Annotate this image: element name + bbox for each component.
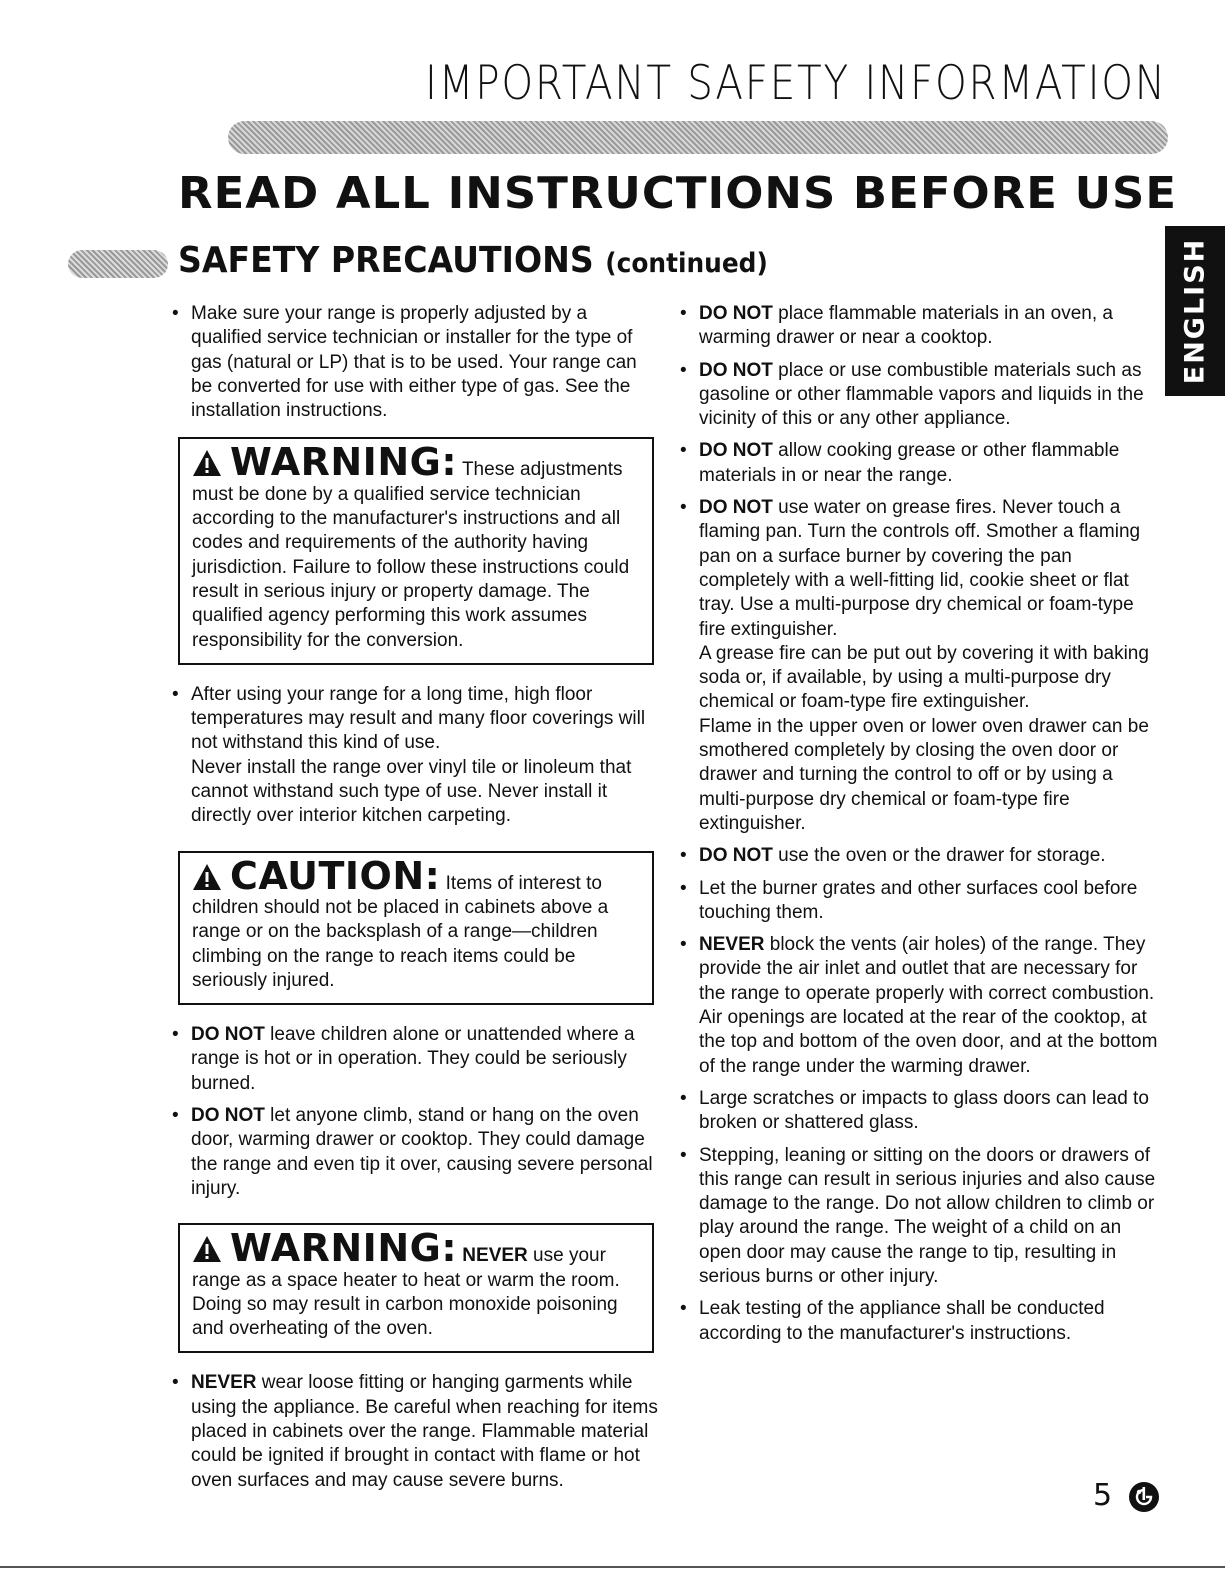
bullet-dot: •	[680, 359, 687, 381]
warning-never: NEVER	[462, 1245, 528, 1267]
bullet-dot: •	[680, 440, 687, 462]
list-item	[680, 359, 1160, 432]
section-title-text: SAFETY PRECAUTIONS	[178, 240, 594, 281]
list-item	[680, 496, 1160, 836]
bullet-dot: •	[680, 1298, 687, 1320]
list-item	[680, 1297, 1160, 1346]
warning-label: WARNING:	[230, 440, 458, 485]
keyword: DO NOT	[699, 359, 773, 381]
main-heading: READ ALL INSTRUCTIONS BEFORE USE	[178, 168, 1178, 219]
list-item	[680, 439, 1160, 488]
warning-lead: These adjustments	[461, 459, 623, 481]
bullet-text: place flammable materials in an oven, a warming drawer or near a cooktop.	[699, 303, 1113, 349]
left-column	[172, 302, 662, 1501]
bullet-text: leave children alone or unattended where a range is hot or in operation. They could be seriously burned.	[191, 1024, 635, 1094]
bullet-text: Make sure your range is properly adjusted by a qualified service technician or installer for the type of gas (natural or LP) that is to be used. Your range can be converted for use with either type of gas. See the installation instructions.	[191, 303, 637, 422]
keyword: DO NOT	[699, 440, 773, 462]
warning-heading	[192, 440, 640, 485]
caution-lead: Items of interest to	[445, 872, 602, 894]
warning-body: range as a space heater to heat or warm the room. Doing so may result in carbon monoxide poisoning and overheating of the oven.	[192, 1269, 620, 1340]
language-tab	[1165, 226, 1225, 396]
warning-label: WARNING:	[230, 1226, 458, 1271]
bullet-dot: •	[680, 303, 687, 324]
caution-label: CAUTION:	[230, 853, 441, 898]
keyword: DO NOT	[699, 845, 773, 867]
bullet-dot: •	[172, 1105, 179, 1127]
section-title	[178, 240, 768, 281]
section-title-suffix: (continued)	[605, 248, 768, 279]
list-item	[172, 1371, 662, 1492]
page-number: 5	[1093, 1478, 1113, 1513]
keyword: DO NOT	[699, 303, 773, 324]
header-decorative-bar	[228, 121, 1168, 154]
bullet-dot: •	[680, 934, 687, 956]
keyword: DO NOT	[191, 1105, 265, 1127]
list-item	[680, 844, 1160, 868]
bullet-text: Stepping, leaning or sitting on the doors or drawers of this range can result in serious injuries and also cause damage to the range. Do not allow children to climb or play around the range. The weight of a child on an open door may cause the range to tip, resulting in serious burns or other injury.	[699, 1144, 1156, 1287]
bullet-text: block the vents (air holes) of the range. They provide the air inlet and outlet that are necessary for the range to operate properly with correct combustion. Air openings are located at the rear of the cooktop, at the top and bottom of the oven door, and at the bottom of the range under the warming drawer.	[699, 934, 1158, 1077]
keyword: NEVER	[699, 934, 765, 956]
list-item	[172, 683, 662, 829]
bullet-dot: •	[172, 303, 179, 324]
bullet-text: Large scratches or impacts to glass doors can lead to broken or shattered glass.	[699, 1087, 1149, 1134]
bullet-text: Never install the range over vinyl tile or linoleum that cannot withstand such type of use. Never install it directly over interior kitchen carpeting.	[191, 756, 632, 827]
bullet-dot: •	[172, 1372, 179, 1394]
caution-body: children should not be placed in cabinets above a range or on the backsplash of a range—children climbing on the range to reach items could be seriously injured.	[192, 896, 609, 991]
bullet-text: wear loose fitting or hanging garments while using the appliance. Be careful when reaching for items placed in cabinets over the range. Flammable material could be ignited if brought in contact with flame or hot oven surfaces and may cause severe burns.	[191, 1372, 658, 1491]
list-item	[172, 1023, 662, 1096]
bottom-rule	[0, 1566, 1225, 1568]
list-item	[172, 302, 662, 423]
warning-box	[178, 437, 654, 664]
bullet-text: A grease fire can be put out by covering it with baking soda or, if available, by using a multi-purpose dry chemical or foam-type fire extinguisher.	[699, 642, 1149, 713]
bullet-text: let anyone climb, stand or hang on the oven door, warming drawer or cooktop. They could damage the range and even tip it over, causing severe personal injury.	[191, 1105, 653, 1199]
bullet-text: use water on grease fires. Never touch a flaming pan. Turn the controls off. Smother a flaming pan on a surface burner by covering the pan completely with a well-fitting lid, cookie sheet or flat tray. Use a multi-purpose dry chemical or foam-type fire extinguisher.	[699, 497, 1141, 640]
warning-triangle-icon	[192, 1235, 222, 1263]
bullet-text: allow cooking grease or other flammable materials in or near the range.	[699, 440, 1120, 486]
bullet-text: Flame in the upper oven or lower oven drawer can be smothered completely by closing the oven door or drawer and turning the control to off or by using a multi-purpose dry chemical or foam-type fire extinguisher.	[699, 715, 1149, 834]
keyword: DO NOT	[699, 497, 773, 519]
bullet-dot: •	[680, 1144, 687, 1166]
page-header-title: IMPORTANT SAFETY INFORMATION	[425, 56, 1167, 111]
list-item	[680, 933, 1160, 1079]
right-column	[680, 302, 1160, 1354]
bullet-dot: •	[680, 497, 687, 519]
language-tab-label: ENGLISH	[1179, 237, 1211, 385]
warning-lead: use your	[527, 1245, 606, 1267]
bullet-text: After using your range for a long time, high floor temperatures may result and many floor coverings will not withstand this kind of use.	[191, 683, 646, 754]
bullet-text: Let the burner grates and other surfaces cool before touching them.	[699, 877, 1138, 923]
warning-triangle-icon	[192, 449, 222, 477]
bullet-text: use the oven or the drawer for storage.	[772, 845, 1106, 867]
bullet-dot: •	[172, 683, 179, 705]
bullet-dot: •	[680, 1087, 687, 1109]
warning-box	[178, 1223, 654, 1353]
lg-logo-icon	[1128, 1481, 1160, 1513]
keyword: NEVER	[191, 1372, 257, 1394]
section-marker-pill	[68, 250, 168, 278]
list-item	[680, 877, 1160, 926]
bullet-dot: •	[680, 877, 687, 899]
caution-triangle-icon	[192, 863, 222, 891]
warning-heading	[192, 1226, 640, 1271]
list-item	[680, 1087, 1160, 1136]
bullet-text: place or use combustible materials such as gasoline or other flammable vapors and liquids in the vicinity of this or any other appliance.	[699, 359, 1144, 430]
list-item	[680, 1144, 1160, 1290]
caution-heading	[192, 853, 640, 898]
list-item	[172, 1104, 662, 1201]
bullet-text: Leak testing of the appliance shall be conducted according to the manufacturer's instructions.	[699, 1298, 1105, 1344]
bullet-dot: •	[680, 845, 687, 867]
warning-body: must be done by a qualified service technician according to the manufacturer's instructions and all codes and requirements of the authority having jurisdiction. Failure to follow these instructions could result in serious injury or property damage. The qualified agency performing this work assumes responsibility for the conversion.	[192, 483, 630, 651]
keyword: DO NOT	[191, 1024, 265, 1046]
list-item	[680, 302, 1160, 351]
caution-box	[178, 851, 654, 1005]
bullet-dot: •	[172, 1024, 179, 1046]
